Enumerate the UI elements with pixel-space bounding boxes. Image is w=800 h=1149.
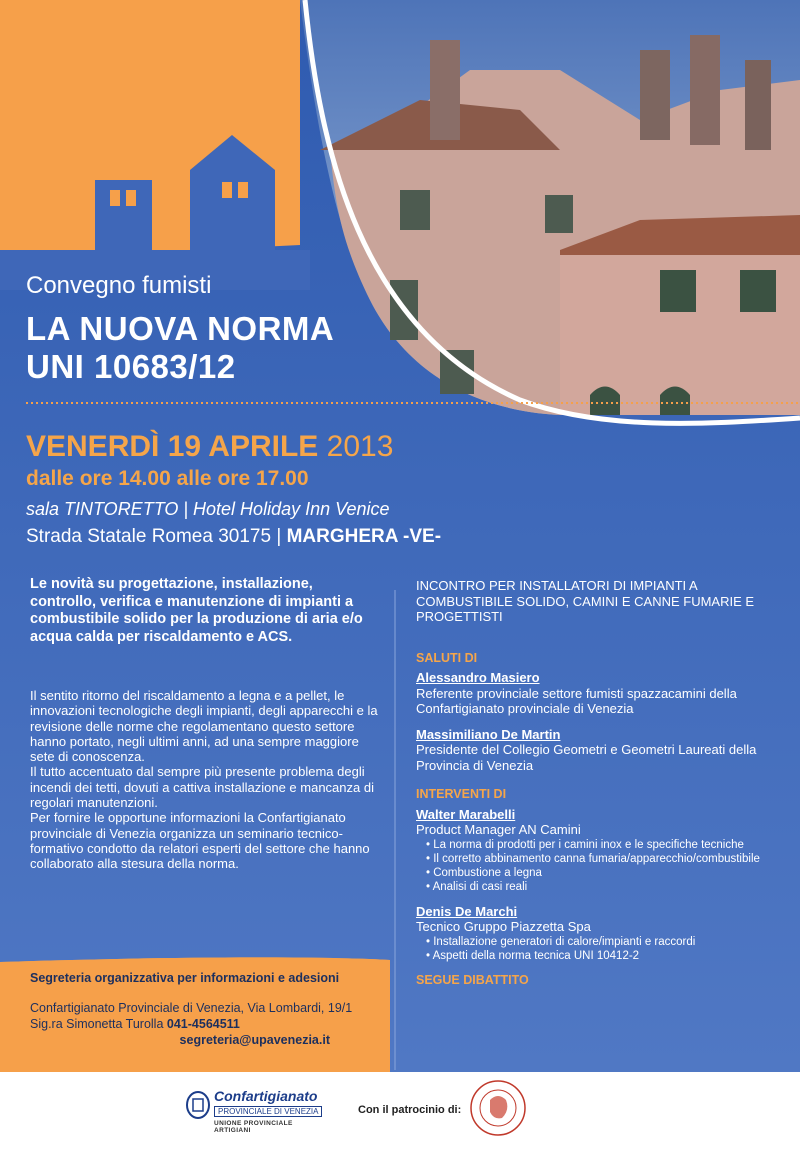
organizer-address: Confartigianato Provinciale di Venezia, Via Lombardi, 19/1 (30, 1001, 353, 1015)
event-title-line1: LA NUOVA NORMA (26, 310, 335, 347)
interventi-heading: INTERVENTI DI (416, 787, 507, 801)
speaker-name: Denis De Marchi (416, 903, 518, 919)
speaker-role: Product Manager AN Camini (416, 822, 581, 837)
contact-phone: 041-4564511 (166, 1017, 240, 1031)
contact-person-line (30, 1016, 390, 1032)
topic-item: • Combustione a legna (426, 866, 788, 880)
contact-heading: Segreteria organizzativa per informazioni e adesioni (30, 971, 340, 985)
event-year: 2013 (326, 430, 394, 463)
description-paragraph: Il sentito ritorno del riscaldamento a legna e a pellet, le innovazioni tecnologiche degli impianti, degli apparecchi e la revisione delle norme che regolamentano questo settore hanno portato, negli ultimi anni, ad una sempre maggiore sete di conoscenza. (30, 688, 378, 765)
event-date-main: VENERDÌ 19 APRILE (26, 430, 319, 463)
description (30, 688, 385, 872)
logo-province: PROVINCIALE DI VENEZIA (214, 1106, 322, 1117)
event-address (26, 526, 441, 548)
intro-text: Le novità su progettazione, installazione, controllo, verifica e manutenzione di impianti a combustibile solido per la produzione di aria e/o acqua calda per riscaldamento e ACS. (30, 576, 363, 645)
topic-list (416, 838, 788, 894)
speaker-name: Walter Marabelli (416, 806, 516, 822)
speaker-role: Referente provinciale settore fumisti spazzacamini della Confartigianato provinciale di Venezia (416, 685, 737, 716)
logo-union: UNIONE PROVINCIALE ARTIGIANI (214, 1120, 293, 1134)
topic-list (416, 935, 788, 963)
event-date (26, 430, 393, 464)
event-city: MARGHERA -VE- (286, 526, 442, 547)
topic-item: • Aspetti della norma tecnica UNI 10412-2 (426, 949, 788, 963)
confartigianato-logo (186, 1088, 326, 1134)
speaker-name: Alessandro Masiero (416, 670, 540, 685)
patronage-label: Con il patrocinio di: (358, 1104, 462, 1116)
speaker-name: Massimiliano De Martin (416, 726, 561, 742)
speaker-role: Presidente del Collegio Geometri e Geometri Laureati della Provincia di Venezia (416, 742, 757, 773)
event-title-line2: UNI 10683/12 (26, 348, 236, 385)
speaker-role: Tecnico Gruppo Piazzetta Spa (416, 919, 591, 934)
topic-item: • Analisi di casi reali (426, 880, 788, 894)
description-paragraph: Per fornire le opportune informazioni la Confartigianato provinciale di Venezia organizza un seminario tecnico-formativo condotto da relatori esperti del settore che hanno collaborato alla stesura della norma. (30, 810, 370, 872)
program-intro: INCONTRO PER INSTALLATORI DI IMPIANTI A COMBUSTIBILE SOLIDO, CAMINI E CANNE FUMARIE E PROGETTISTI (416, 578, 755, 624)
event-venue: sala TINTORETTO | Hotel Holiday Inn Venice (26, 499, 390, 519)
contact-person: Sig.ra Simonetta Turolla (30, 1017, 164, 1031)
topic-item: • Il corretto abbinamento canna fumaria/apparecchio/combustibile (426, 852, 788, 866)
organizer-contact (30, 970, 390, 1048)
program-column (416, 578, 788, 1001)
seal-icon (468, 1078, 528, 1138)
logo-name: Confartigianato (214, 1088, 318, 1104)
event-street: Strada Statale Romea 30175 | (26, 526, 282, 547)
event-subtitle: Convegno fumisti (26, 272, 212, 299)
closing-note: SEGUE DIBATTITO (416, 972, 529, 987)
topic-item: • Installazione generatori di calore/impianti e raccordi (426, 935, 788, 949)
confartigianato-emblem-icon (186, 1090, 210, 1120)
description-paragraph: Il tutto accentuato dal sempre più presente problema degli incendi dei tetti, dovuti a cattiva installazione e mancanza di regolari manutenzioni. (30, 764, 374, 811)
saluti-heading: SALUTI DI (416, 650, 478, 665)
contact-email[interactable]: segreteria@upavenezia.it (179, 1033, 330, 1047)
event-time: dalle ore 14.00 alle ore 17.00 (26, 467, 309, 490)
topic-item: • La norma di prodotti per i camini inox e le specifiche tecniche (426, 838, 788, 852)
